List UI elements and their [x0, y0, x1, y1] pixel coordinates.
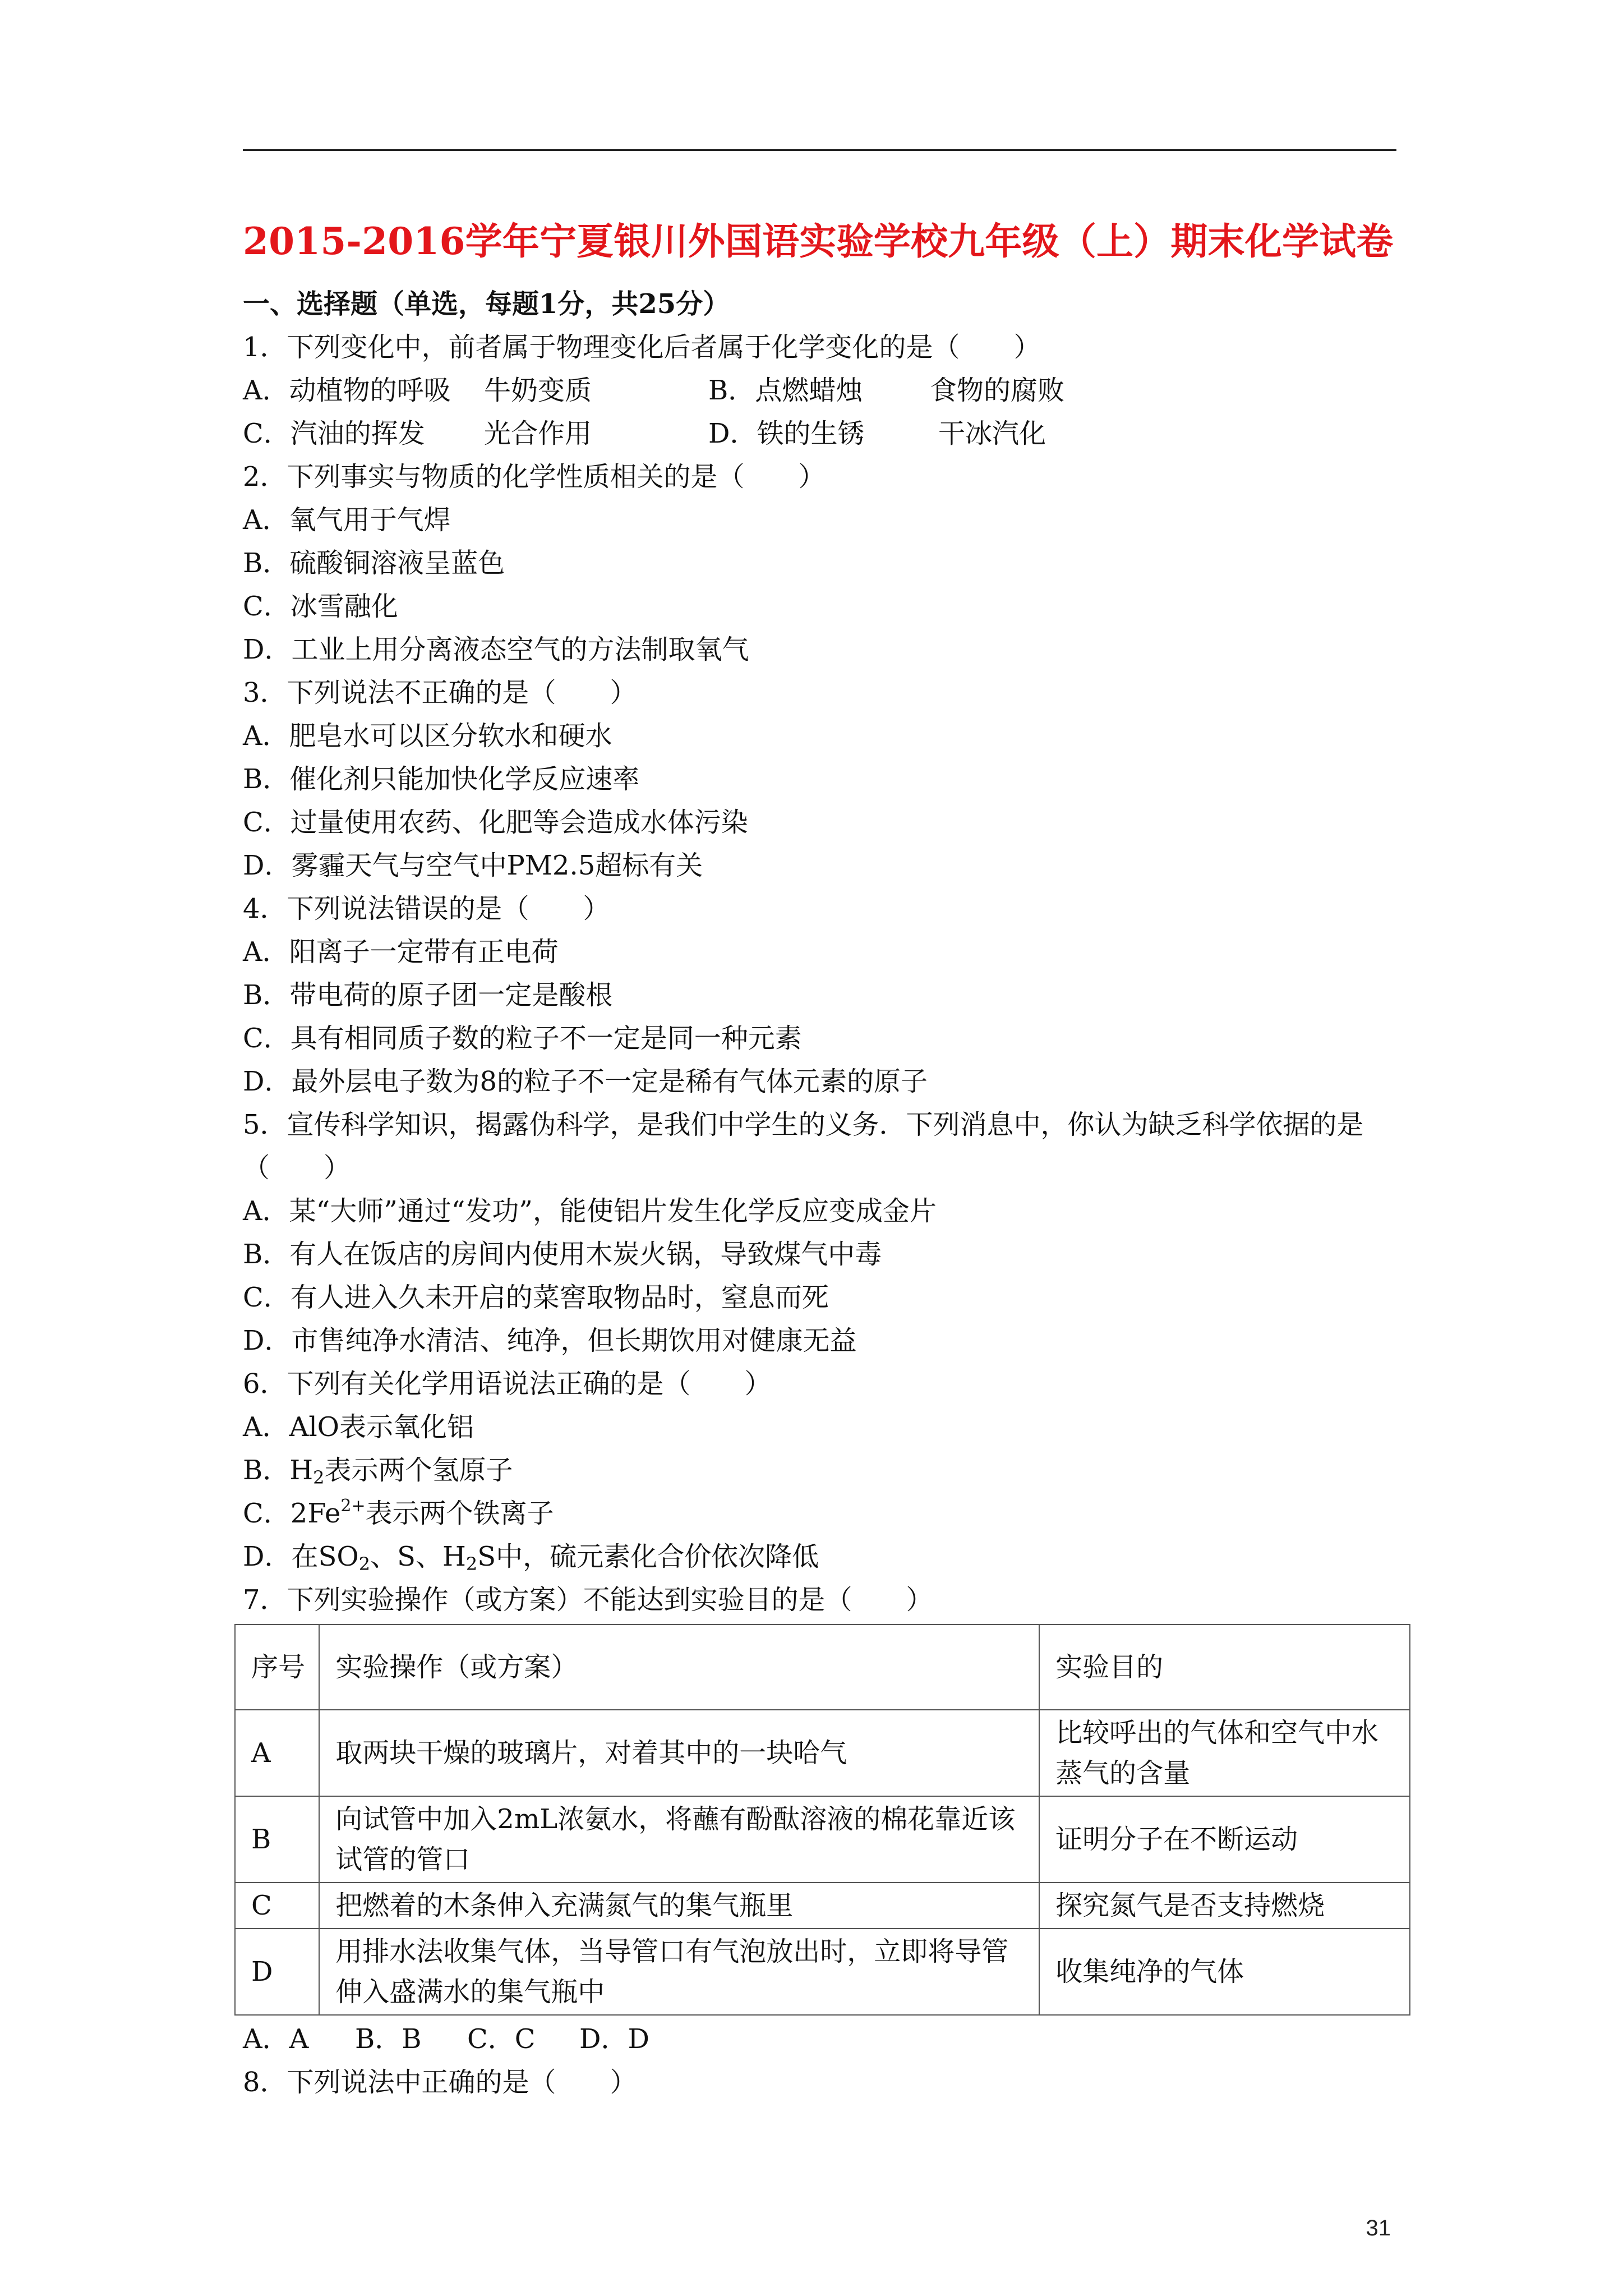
q5-option-a: A．某“大师”通过“发功”，能使铝片发生化学反应变成金片	[243, 1195, 937, 1227]
row-id: B	[235, 1796, 319, 1883]
q6-option-c-pre: C．2Fe	[243, 1498, 341, 1529]
row-operation: 取两块干燥的玻璃片，对着其中的一块哈气	[319, 1710, 1039, 1796]
table-row	[235, 1796, 1410, 1883]
header-serial: 序号	[235, 1625, 319, 1710]
row-operation: 把燃着的木条伸入充满氮气的集气瓶里	[319, 1883, 1039, 1929]
q7-stem: 7．下列实验操作（或方案）不能达到实验目的是（ ）	[243, 1584, 933, 1616]
section-heading: 一、选择题（单选，每题1分，共25分）	[243, 288, 730, 320]
q6-option-a: A．AlO表示氧化铝	[243, 1411, 474, 1443]
q6-option-d-subscript-1: 2	[358, 1553, 371, 1575]
q1-option-d-part2: 干冰汽化	[938, 418, 1046, 449]
q2-option-d: D．工业上用分离液态空气的方法制取氧气	[243, 634, 749, 665]
q6-option-d-mid: 、S、H	[370, 1541, 466, 1572]
header-operation: 实验操作（或方案）	[319, 1625, 1039, 1710]
q2-option-b: B．硫酸铜溶液呈蓝色	[243, 547, 505, 579]
row-goal: 比较呼出的气体和空气中水蒸气的含量	[1039, 1710, 1410, 1796]
row-goal: 收集纯净的气体	[1039, 1929, 1410, 2015]
q1-option-b-part2: 食物的腐败	[930, 375, 1065, 406]
header-rule	[243, 149, 1396, 151]
q6-option-b-post: 表示两个氢原子	[324, 1455, 513, 1486]
q3-option-a: A．肥皂水可以区分软水和硬水	[243, 720, 612, 752]
table-row	[235, 1929, 1410, 2015]
exam-title: 2015-2016学年宁夏银川外国语实验学校九年级（上）期末化学试卷	[243, 219, 1394, 263]
q2-option-c: C．冰雪融化	[243, 591, 398, 622]
q6-option-d-post: S中，硫元素化合价依次降低	[477, 1541, 819, 1572]
row-operation: 向试管中加入2mL浓氨水，将蘸有酚酞溶液的棉花靠近该试管的管口	[319, 1796, 1039, 1883]
table-header-row	[235, 1625, 1410, 1710]
q6-option-d-subscript-2: 2	[465, 1553, 478, 1575]
q1-option-b-part1: B．点燃蜡烛	[708, 375, 863, 406]
q7-option-b: B．B	[355, 2023, 422, 2055]
table-row	[235, 1883, 1410, 1929]
q6-option-b	[243, 1449, 1404, 1492]
q6-stem: 6．下列有关化学用语说法正确的是（ ）	[243, 1368, 772, 1400]
q7-option-a: A．A	[243, 2023, 309, 2055]
q6-option-c	[243, 1492, 1404, 1535]
q1-option-a-part1: A．动植物的呼吸	[243, 375, 451, 406]
row-goal: 证明分子在不断运动	[1039, 1796, 1410, 1883]
q7-options	[243, 2018, 1404, 2061]
q3-stem: 3．下列说法不正确的是（ ）	[243, 677, 637, 708]
page-number: 31	[1366, 2216, 1391, 2240]
q4-option-d: D．最外层电子数为8的粒子不一定是稀有气体元素的原子	[243, 1066, 928, 1097]
q7-option-d: D．D	[579, 2023, 649, 2055]
q5-option-c: C．有人进入久未开启的菜窖取物品时，窒息而死	[243, 1282, 829, 1313]
row-operation: 用排水法收集气体，当导管口有气泡放出时，立即将导管伸入盛满水的集气瓶中	[319, 1929, 1039, 2015]
q1-options-cd	[243, 412, 1404, 455]
q6-option-b-pre: B．H	[243, 1455, 313, 1486]
q8-stem: 8．下列说法中正确的是（ ）	[243, 2067, 637, 2098]
q1-stem: 1．下列变化中，前者属于物理变化后者属于化学变化的是（ ）	[243, 332, 1041, 363]
header-goal: 实验目的	[1039, 1625, 1410, 1710]
row-id: C	[235, 1883, 319, 1929]
q1-options-ab	[243, 369, 1404, 412]
q7-option-c: C．C	[467, 2023, 536, 2055]
q4-stem: 4．下列说法错误的是（ ）	[243, 893, 610, 924]
exam-content	[243, 283, 1404, 2104]
q1-option-a-part2: 牛奶变质	[484, 375, 592, 406]
q6-option-c-superscript: 2+	[340, 1496, 366, 1516]
q1-option-c-part1: C．汽油的挥发	[243, 418, 425, 449]
q6-option-d	[243, 1535, 1404, 1579]
q5-option-b: B．有人在饭店的房间内使用木炭火锅，导致煤气中毒	[243, 1239, 882, 1270]
q5-stem: 5．宣传科学知识，揭露伪科学，是我们中学生的义务．下列消息中，你认为缺乏科学依据的是（ ）	[243, 1109, 1364, 1184]
q6-option-c-post: 表示两个铁离子	[365, 1498, 554, 1529]
q1-option-d-part1: D．铁的生锈	[708, 418, 865, 449]
row-id: D	[235, 1929, 319, 2015]
table-row	[235, 1710, 1410, 1796]
q3-option-b: B．催化剂只能加快化学反应速率	[243, 763, 640, 795]
q6-option-b-subscript: 2	[313, 1467, 325, 1488]
q4-option-a: A．阳离子一定带有正电荷	[243, 936, 559, 968]
q3-option-d: D．雾霾天气与空气中PM2.5超标有关	[243, 850, 703, 881]
q3-option-c: C．过量使用农药、化肥等会造成水体污染	[243, 807, 748, 838]
q2-option-a: A．氧气用于气焊	[243, 504, 451, 536]
q1-option-c-part2: 光合作用	[484, 418, 592, 449]
row-goal: 探究氮气是否支持燃烧	[1039, 1883, 1410, 1929]
q5-option-d: D．市售纯净水清洁、纯净，但长期饮用对健康无益	[243, 1325, 857, 1356]
q2-stem: 2．下列事实与物质的化学性质相关的是（ ）	[243, 461, 826, 493]
q7-experiment-table	[234, 1624, 1410, 2016]
q6-option-d-pre: D．在SO	[243, 1541, 359, 1572]
q4-option-b: B．带电荷的原子团一定是酸根	[243, 979, 613, 1011]
row-id: A	[235, 1710, 319, 1796]
q4-option-c: C．具有相同质子数的粒子不一定是同一种元素	[243, 1023, 802, 1054]
